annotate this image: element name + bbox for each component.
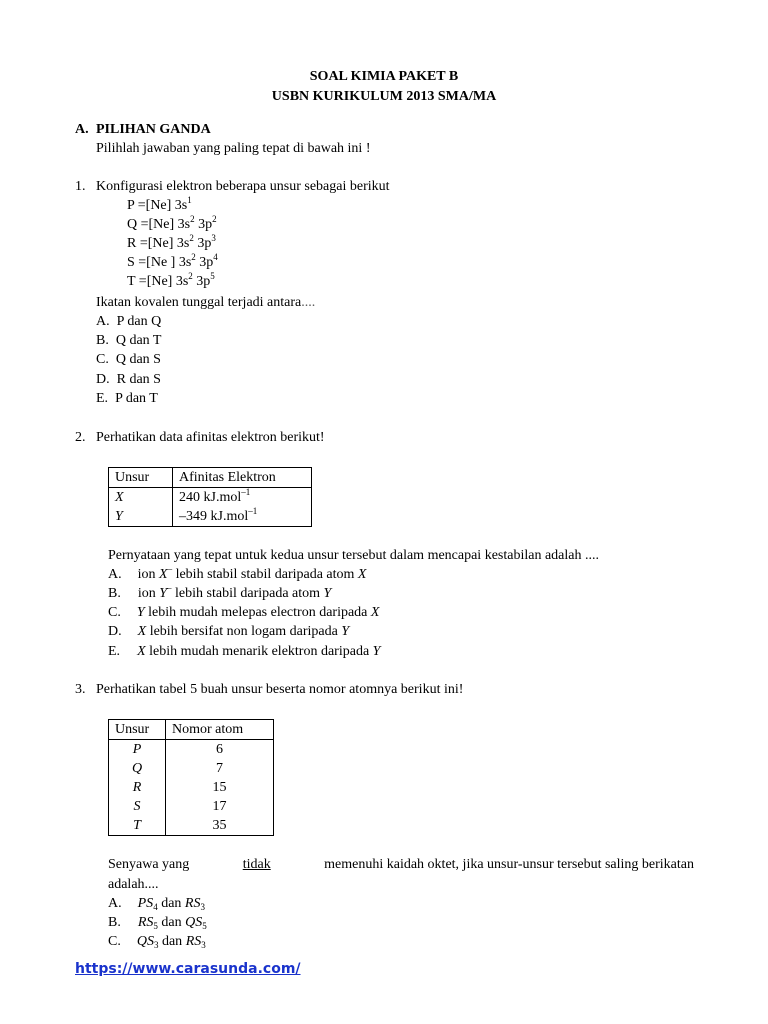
q3-row-unsur: P xyxy=(109,740,166,760)
q3-statement-line-1: Senyawa yang tidak memenuhi kaidah oktet, jika unsur-unsur tersebut saling berikatan xyxy=(108,857,694,872)
q2-number: 2. xyxy=(75,430,86,445)
q2-affinity-table xyxy=(108,467,312,527)
q2-option-c: C. Y lebih mudah melepas electron daripada X xyxy=(108,605,380,620)
q2-row-y-unsur: Y xyxy=(109,507,173,527)
q3-row-nomor: 7 xyxy=(166,759,274,778)
q1-option-b: B. Q dan T xyxy=(96,333,162,348)
table-row xyxy=(109,488,312,508)
q2-table-header-affinity: Afinitas Elektron xyxy=(173,468,312,488)
section-title: PILIHAN GANDA xyxy=(96,122,211,137)
q2-row-x-value: 240 kJ.mol$^{-1}$ xyxy=(173,488,312,508)
table-row xyxy=(109,797,274,816)
q1-config-q: Q =[Ne] $3s^2$ $3p^2$ xyxy=(127,214,217,232)
q1-question: Ikatan kovalen tunggal terjadi antara.... xyxy=(96,295,316,310)
q3-statement-line-2: adalah.... xyxy=(108,877,159,892)
q3-row-unsur: Q xyxy=(109,759,166,778)
q3-option-c: C. $QS_3$ dan $RS_3$ xyxy=(108,934,206,950)
title-line-2: USBN KURIKULUM 2013 SMA/MA xyxy=(271,89,497,104)
q3-table-header-nomor: Nomor atom xyxy=(166,720,274,740)
table-row xyxy=(109,759,274,778)
title-line-1: SOAL KIMIA PAKET B xyxy=(309,69,459,84)
q2-row-y-value: –349 kJ.mol$^{-1}$ xyxy=(173,507,312,527)
q3-underlined-word: tidak xyxy=(242,857,271,872)
q3-row-unsur: R xyxy=(109,778,166,797)
q1-config-p: P =[Ne] $3s^1$ xyxy=(127,195,192,213)
q1-option-e: E. P dan T xyxy=(96,391,158,406)
q1-option-d: D. R dan S xyxy=(96,372,161,387)
q3-row-unsur: T xyxy=(109,816,166,836)
q2-option-d: D. X lebih bersifat non logam daripada Y xyxy=(108,624,350,639)
q3-row-nomor: 6 xyxy=(166,740,274,760)
q1-option-a: A. P dan Q xyxy=(96,314,162,329)
q3-table-header-unsur: Unsur xyxy=(109,720,166,740)
table-row xyxy=(109,507,312,527)
q2-option-b: B. ion Y– lebih stabil daripada atom Y xyxy=(108,583,332,601)
q3-row-nomor: 15 xyxy=(166,778,274,797)
q1-config-r: R =[Ne] $3s^2$ $3p^3$ xyxy=(127,233,216,251)
q3-option-b: B. $RS_5$ dan $QS_5$ xyxy=(108,915,207,931)
q2-text: Perhatikan data afinitas elektron berikut! xyxy=(96,430,325,445)
q3-option-a: A. $PS_4$ dan $RS_3$ xyxy=(108,896,205,912)
q3-row-nomor: 35 xyxy=(166,816,274,836)
q2-option-e: E. X lebih mudah menarik elektron daripada Y xyxy=(108,644,381,659)
q1-option-c: C. Q dan S xyxy=(96,352,161,367)
q1-config-s: S =[Ne ] $3s^2$ $3p^4$ xyxy=(127,252,218,270)
table-row xyxy=(109,816,274,836)
table-row xyxy=(109,740,274,760)
section-instruction: Pilihlah jawaban yang paling tepat di bawah ini ! xyxy=(96,141,371,156)
q3-row-nomor: 17 xyxy=(166,797,274,816)
q2-table-header-unsur: Unsur xyxy=(109,468,173,488)
section-letter: A. xyxy=(75,122,89,137)
q3-atomic-number-table xyxy=(108,719,274,836)
q2-row-x-unsur: X xyxy=(109,488,173,508)
q2-statement: Pernyataan yang tepat untuk kedua unsur tersebut dalam mencapai kestabilan adalah .... xyxy=(108,548,599,563)
q3-number: 3. xyxy=(75,682,86,697)
q3-text: Perhatikan tabel 5 buah unsur beserta nomor atomnya berikut ini! xyxy=(96,682,464,697)
q3-row-unsur: S xyxy=(109,797,166,816)
footer-website-link[interactable]: https://www.carasunda.com/ xyxy=(75,961,301,977)
table-row xyxy=(109,778,274,797)
q1-text: Konfigurasi elektron beberapa unsur sebagai berikut xyxy=(96,179,390,194)
q1-number: 1. xyxy=(75,179,86,194)
q2-option-a: A. ion X– lebih stabil stabil daripada atom X xyxy=(108,564,367,582)
q1-config-t: T =[Ne] $3s^2$ $3p^5$ xyxy=(127,271,215,289)
